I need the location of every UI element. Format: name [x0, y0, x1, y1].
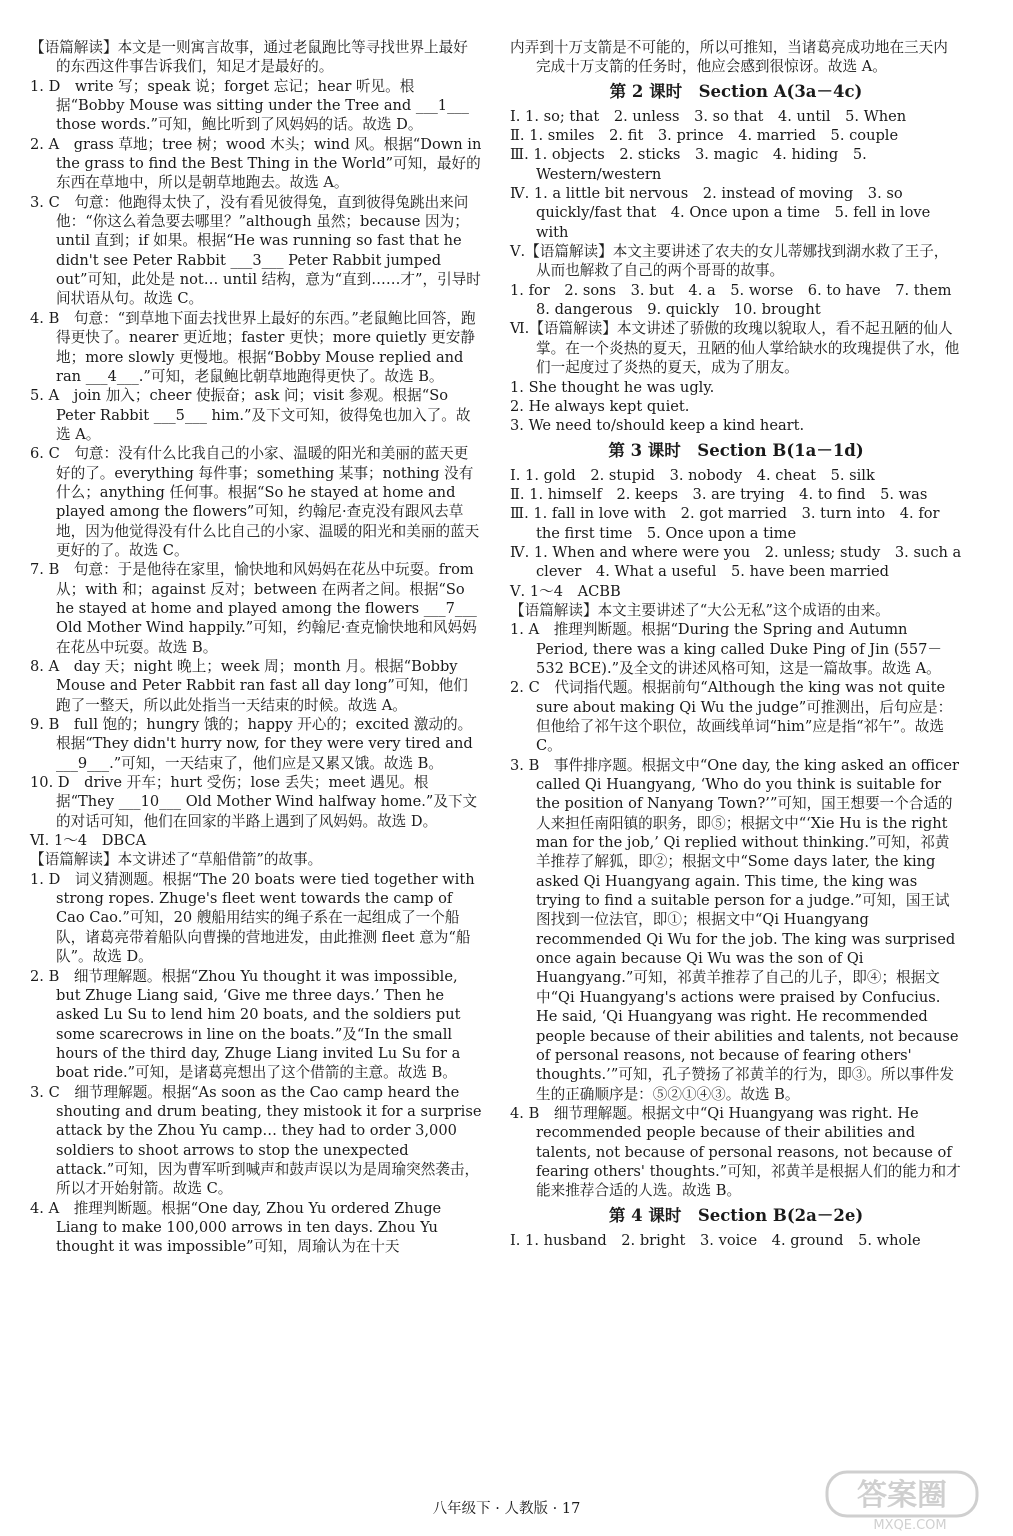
watermark-text: 答案圈	[857, 1478, 947, 1513]
left-paragraph: 7. B 句意：于是他待在家里，愉快地和风妈妈在花丛中玩耍。from 从；with 和；against 反对；between 在两者之间。根据“So he stayed at home and played among the flowers ___7___ Old Mother Wind happily.”可知，约翰尼·查克愉快地和风妈妈在花丛中玩耍。故选 B。	[30, 561, 482, 656]
left-paragraph: 4. A 推理判断题。根据“One day, Zhou Yu ordered Zhuge Liang to make 100,000 arrows in ten days. Zhou Yu thought it was impossible”可知，周瑜认为在十天	[30, 1199, 446, 1256]
right-paragraph: Ⅳ. 1. a little bit nervous 2. instead of moving 3. so quickly/fast that 4. Once upon a time 5. fell in love with	[510, 185, 935, 241]
watermark-domain: MXQE.COM	[873, 1518, 947, 1532]
left-paragraph: 3. C 句意：他跑得太快了，没有看见彼得兔，直到彼得兔跳出来问他：“你这么着急要去哪里？”although 虽然；because 因为；until 直到；if 如果。根据“He was running so fast that he didn't see Peter Rabbit ___3___ Peter Rabbit jumped out”可知，此处是 not… until 结构，意为“直到……才”，引导时间状语从句。故选 C。	[30, 193, 481, 308]
right-paragraph: Ⅰ. 1. husband 2. bright 3. voice 4. ground 5. whole	[510, 1231, 921, 1249]
right-paragraph: Ⅰ. 1. gold 2. stupid 3. nobody 4. cheat 5. silk	[510, 466, 875, 484]
right-paragraph: Ⅴ.【语篇解读】本文主要讲述了农夫的女儿蒂娜找到湖水救了王子，从而也解救了自己的两个哥哥的故事。	[510, 243, 949, 280]
right-paragraph: Ⅳ. 1. When and where were you 2. unless; study 3. such a clever 4. What a useful 5. have been married	[510, 543, 966, 581]
left-paragraph: 9. B full 饱的；hungry 饿的；happy 开心的；excited 激动的。根据“They didn't hurry now, for they were very tired and ___9___.”可知，一天结束了，他们应是又累又饿。故选 B。	[30, 716, 478, 772]
right-paragraph: 1. for 2. sons 3. but 4. a 5. worse 6. to have 7. them 8. dangerous 9. quickly 10. brought	[510, 281, 967, 319]
right-paragraph: 3. We need to/should keep a kind heart.	[510, 417, 805, 435]
section-heading: 第 2 课时 Section A(3a－4c)	[609, 81, 863, 101]
watermark-logo	[825, 1468, 995, 1532]
right-paragraph: 【语篇解读】本文主要讲述了“大公无私”这个成语的由来。	[510, 601, 890, 619]
left-paragraph: Ⅵ. 1～4 DBCA	[30, 832, 147, 850]
section-heading: 第 4 课时 Section B(2a－2e)	[608, 1205, 864, 1225]
left-paragraph: 8. A day 天；night 晚上；week 周；month 月。根据“Bobby Mouse and Peter Rabbit ran fast all day long”可知，他们跑了一整天，所以此处指当一天结束的时候。故选 A。	[30, 658, 468, 714]
right-paragraph: 内弄到十万支箭是不可能的，所以可推知，当诸葛亮成功地在三天内完成十万支箭的任务时，他应会感到很惊讶。故选 A。	[510, 39, 948, 76]
left-paragraph: 4. B 句意：“到草地下面去找世界上最好的东西。”老鼠鲍比回答，跑得更快了。nearer 更近地；faster 更快；more quietly 更安静地；more slowly 更慢地。根据“Bobby Mouse replied and ran ___4___.”可知，老鼠鲍比朝草地跑得更快了。故选 B。	[30, 309, 476, 385]
page-footer: 八年级下 · 人教版 · 17	[432, 1501, 581, 1517]
left-paragraph: 【语篇解读】本文是一则寓言故事，通过老鼠跑比等寻找世界上最好的东西这件事告诉我们，知足才是最好的。	[30, 39, 468, 76]
right-paragraph: 4. B 细节理解题。根据文中“Qi Huangyang was right. He recommended people because of their abilities and talents, not because of personal reasons, not because of fearing others' thoughts.”可知，祁黄羊是根据人们的能力和才能来推荐合适的人选。故选 B。	[510, 1104, 961, 1200]
left-column	[30, 38, 487, 1257]
right-column	[510, 38, 967, 1250]
right-paragraph: Ⅱ. 1. smiles 2. fit 3. prince 4. married 5. couple	[510, 127, 899, 145]
right-paragraph: Ⅱ. 1. himself 2. keeps 3. are trying 4. to find 5. was	[510, 485, 928, 503]
right-paragraph: 1. She thought he was ugly.	[510, 378, 715, 396]
right-paragraph: 2. C 代词指代题。根据前句“Although the king was not quite sure about making Qi Wu the judge”可推测出，后句应是：但他给了祁午这个职位，故画线单词“him”应是指“祁午”。故选 C。	[510, 679, 953, 755]
right-paragraph: Ⅰ. 1. so; that 2. unless 3. so that 4. until 5. When	[510, 107, 907, 125]
left-paragraph: 1. D 词义猜测题。根据“The 20 boats were tied together with strong ropes. Zhuge's fleet went towards the camp of Cao Cao.”可知，20 艘船用结实的绳子系在一起组成了一个船队，诸葛亮带着船队向曹操的营地进发，由此推测 fleet 意为“船队”。故选 D。	[30, 870, 480, 966]
section-heading: 第 3 课时 Section B(1a－1d)	[608, 440, 864, 460]
right-paragraph: Ⅵ.【语篇解读】本文讲述了骄傲的玫瑰以貌取人，看不起丑陋的仙人掌。在一个炎热的夏天，丑陋的仙人掌给缺水的玫瑰提供了水，他们一起度过了炎热的夏天，成为了朋友。	[510, 320, 960, 377]
left-paragraph: 1. D write 写；speak 说；forget 忘记；hear 听见。根据“Bobby Mouse was sitting under the Tree and ___1___ those words.”可知，鲍比听到了风妈妈的话。故选 D。	[30, 77, 474, 134]
left-paragraph: 【语篇解读】本文讲述了“草船借箭”的故事。	[30, 851, 323, 869]
right-paragraph: Ⅲ. 1. objects 2. sticks 3. magic 4. hiding 5. Western/western	[510, 146, 872, 183]
left-paragraph: 5. A join 加入；cheer 使振奋；ask 问；visit 参观。根据“So Peter Rabbit ___5___ him.”及下文可知，彼得兔也加入了。故选 A。	[30, 387, 471, 443]
right-paragraph: 2. He always kept quiet.	[510, 397, 690, 415]
right-paragraph: 3. B 事件排序题。根据文中“One day, the king asked an officer called Qi Huangyang, ‘Who do you think is suitable for the position of Nanyang Town?’”可知，国王想要一个合适的人来担任南阳镇的职务，即⑤；根据文中“‘Xie Hu is the right man for the job,’ Qi replied without thinking.”可知，祁黄羊推荐了解狐，即②；根据文中“Some days later, the king asked Qi Huangyang again. This time, the king was trying to find a suitable person for a judge.”可知，国王试图找到一位法官，即①；根据文中“Qi Huangyang recommended Qi Wu for the job. The king was surprised once again because Qi Wu was the son of Qi Huangyang.”可知，祁黄羊推荐了自己的儿子，即④；根据文中“Qi Huangyang's actions were praised by Confucius. He said, ‘Qi Huangyang was right. He recommended people because of their abilities and talents, not because of personal reasons, not because of fearing others' thoughts.’”可知，孔子赞扬了祁黄羊的行为，即③。所以事件发生的正确顺序是：⑤②①④③。故选 B。	[510, 756, 964, 1103]
left-paragraph: 6. C 句意：没有什么比我自己的小家、温暖的阳光和美丽的蓝天更好的了。everything 每件事；something 某事；nothing 没有什么；anything 任何事。根据“So he stayed at home and played among the flowers”可知，约翰尼·查克没有跟风去草地，因为他觉得没有什么比自己的小家、温暖的阳光和美丽的蓝天更好的了。故选 C。	[30, 445, 480, 559]
right-paragraph: Ⅲ. 1. fall in love with 2. got married 3. turn into 4. for the first time 5. Once upon a time	[510, 505, 945, 542]
left-paragraph: 3. C 细节理解题。根据“As soon as the Cao camp heard the shouting and drum beating, they mistook it for a surprise attack by the Zhou Yu camp… they had to order 3,000 soldiers to shoot arrows to stop the unexpected attack.”可知，因为曹军听到喊声和鼓声误以为是周瑜突然袭击，所以才开始射箭。故选 C。	[30, 1083, 487, 1198]
left-paragraph: 10. D drive 开车；hurt 受伤；lose 丢失；meet 遇见。根据“They ___10___ Old Mother Wind halfway home.”及下文的对话可知，他们在回家的半路上遇到了风妈妈。故选 D。	[30, 774, 478, 830]
left-paragraph: 2. B 细节理解题。根据“Zhou Yu thought it was impossible, but Zhuge Liang said, ‘Give me three days.’ Then he asked Lu Su to lend him 20 boats, and the soldiers put some scarecrows in line on the boats.”及“In the small hours of the third day, Zhuge Liang invited Lu Su for a boat ride.”可知，是诸葛亮想出了这个借箭的主意。故选 B。	[30, 967, 466, 1082]
right-paragraph: 1. A 推理判断题。根据“During the Spring and Autumn Period, there was a king called Duke Ping of Jin (557－532 BCE).”及全文的讲述风格可知，这是一篇故事。故选 A。	[510, 621, 942, 677]
right-paragraph: Ⅴ. 1～4 ACBB	[510, 582, 621, 600]
left-paragraph: 2. A grass 草地；tree 树；wood 木头；wind 风。根据“Down in the grass to find the Best Thing in the World”可知，最好的东西在草地中，所以是朝草地跑去。故选 A。	[30, 135, 486, 192]
